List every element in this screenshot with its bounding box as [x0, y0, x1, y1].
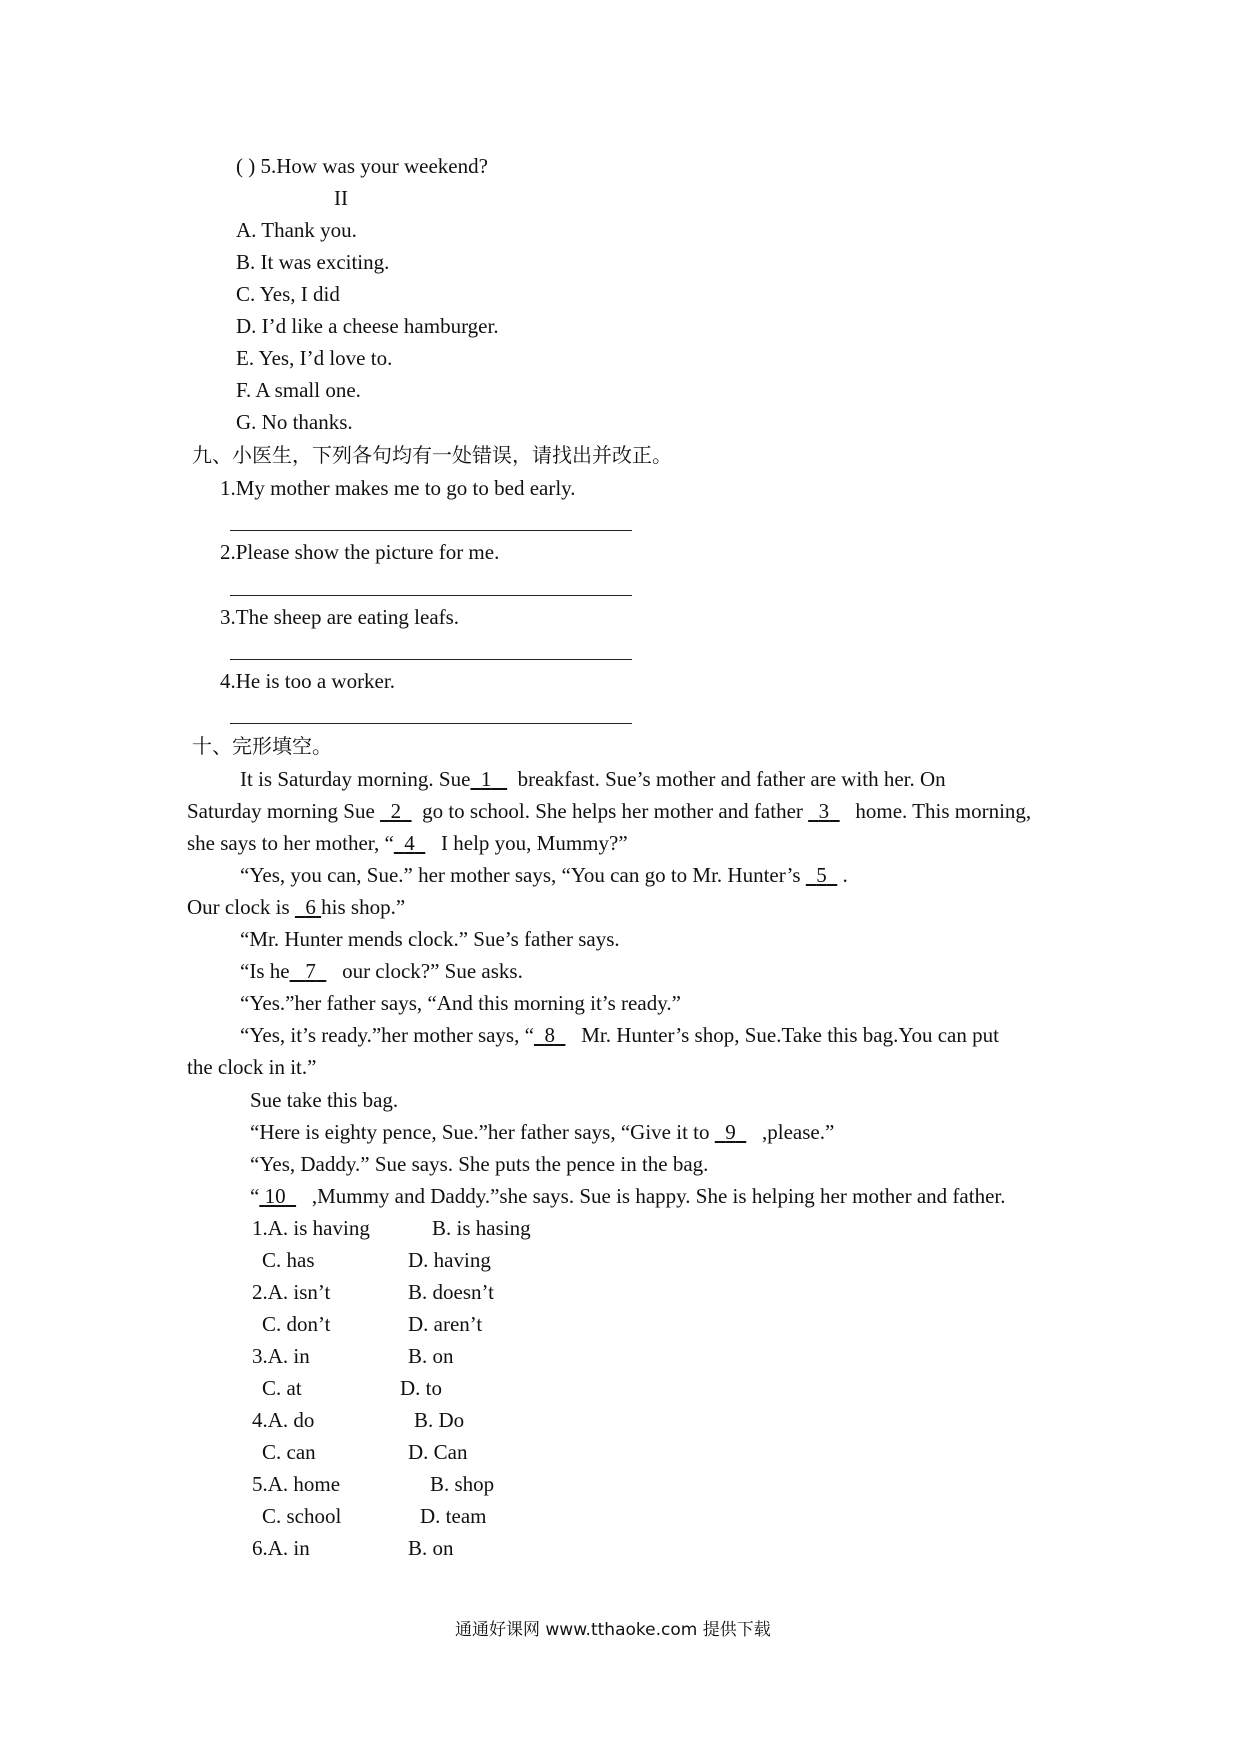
option-3b: B. on [408, 1344, 454, 1368]
blank-5[interactable] [806, 863, 838, 887]
blank-1[interactable] [470, 767, 507, 791]
passage-text: Saturday morning Sue [187, 799, 375, 823]
answer-option-f: F. A small one. [236, 378, 361, 402]
blank-10[interactable] [259, 1184, 296, 1208]
passage-line: “Mr. Hunter mends clock.” Sue’s father says. [240, 927, 620, 951]
answer-line-3[interactable] [230, 659, 632, 660]
passage-line: the clock in it.” [187, 1055, 317, 1079]
option-2a: 2.A. isn’t [252, 1280, 331, 1304]
q10-heading: 十、完形填空。 [192, 734, 332, 758]
passage-text: “Yes, you can, Sue.” her mother says, “You can go to Mr. Hunter’s [240, 863, 801, 887]
passage-text: she says to her mother, “ [187, 831, 394, 855]
blank-4[interactable] [394, 831, 426, 855]
option-1b: B. is hasing [432, 1216, 531, 1240]
passage-text: It is Saturday morning. Sue [240, 767, 471, 791]
blank-number: 8 [544, 1023, 555, 1047]
blank-number: 2 [390, 799, 402, 823]
passage-text: “ [250, 1184, 260, 1208]
passage-line [187, 893, 405, 921]
answer-line-4[interactable] [230, 723, 632, 724]
blank-number: 6 [305, 895, 316, 919]
passage-text: go to school. She helps her mother and father [422, 799, 803, 823]
passage-text: Our clock is [187, 895, 290, 919]
passage-line: “Yes.”her father says, “And this morning it’s ready.” [240, 991, 681, 1015]
q8-item5 [236, 152, 488, 180]
blank-number: 7 [305, 959, 316, 983]
answer-option-a: A. Thank you. [236, 218, 357, 242]
blank-number: 1 [480, 767, 492, 791]
passage-text: “Is he [240, 959, 290, 983]
blank-6[interactable] [295, 895, 321, 919]
passage-text: home. This morning, [855, 799, 1032, 823]
option-4a: 4.A. do [252, 1408, 315, 1432]
section-roman-numeral: II [334, 186, 348, 210]
passage-line [240, 861, 848, 889]
option-2b: B. doesn’t [408, 1280, 494, 1304]
blank-2[interactable] [380, 799, 412, 823]
q8-item5-text: 5.How was your weekend? [260, 154, 488, 178]
answer-line-2[interactable] [230, 595, 632, 596]
option-1c: C. has [262, 1248, 315, 1272]
option-4c: C. can [262, 1440, 316, 1464]
blank-8[interactable] [534, 1023, 566, 1047]
passage-line [250, 1182, 1005, 1210]
option-5a: 5.A. home [252, 1472, 341, 1496]
blank-7[interactable] [290, 959, 327, 983]
q9-item-1: 1.My mother makes me to go to bed early. [220, 476, 576, 500]
passage-line: “Yes, Daddy.” Sue says. She puts the pence in the bag. [250, 1152, 709, 1176]
answer-option-e: E. Yes, I’d love to. [236, 346, 393, 370]
answer-option-d: D. I’d like a cheese hamburger. [236, 314, 499, 338]
blank-3[interactable] [808, 799, 840, 823]
blank-number: 10 [264, 1184, 286, 1208]
option-4b: B. Do [414, 1408, 465, 1432]
passage-text: “Yes, it’s ready.”her mother says, “ [240, 1023, 534, 1047]
option-2c: C. don’t [262, 1312, 331, 1336]
q9-heading: 九、小医生，下列各句均有一处错误，请找出并改正。 [192, 443, 672, 467]
page-footer: 通通好课网 www.tthaoke.com 提供下载 [455, 1620, 771, 1640]
answer-option-g: G. No thanks. [236, 410, 353, 434]
passage-text: ,please.” [762, 1120, 835, 1144]
passage-line [187, 797, 1031, 825]
answer-paren: ( ) [236, 154, 256, 178]
option-5d: D. team [420, 1504, 487, 1528]
blank-number: 4 [404, 831, 415, 855]
passage-line: Sue take this bag. [250, 1088, 399, 1112]
answer-line-1[interactable] [230, 530, 632, 531]
answer-option-b: B. It was exciting. [236, 250, 390, 274]
q9-item-3: 3.The sheep are eating leafs. [220, 605, 460, 629]
passage-text: “Here is eighty pence, Sue.”her father says, “Give it to [250, 1120, 710, 1144]
passage-text: I help you, Mummy?” [441, 831, 628, 855]
passage-line [250, 1118, 834, 1146]
passage-line [187, 829, 628, 857]
passage-text: his shop.” [321, 895, 406, 919]
passage-text: our clock?” Sue asks. [342, 959, 523, 983]
passage-text: Mr. Hunter’s shop, Sue.Take this bag.You can put [581, 1023, 999, 1047]
option-3d: D. to [400, 1376, 442, 1400]
blank-number: 9 [725, 1120, 736, 1144]
option-1d: D. having [408, 1248, 491, 1272]
option-5c: C. school [262, 1504, 342, 1528]
option-6b: B. on [408, 1536, 454, 1560]
passage-line [240, 957, 523, 985]
option-4d: D. Can [408, 1440, 468, 1464]
blank-number: 5 [816, 863, 827, 887]
q9-item-4: 4.He is too a worker. [220, 669, 395, 693]
blank-number: 3 [818, 799, 830, 823]
passage-line [240, 765, 946, 793]
answer-option-c: C. Yes, I did [236, 282, 340, 306]
option-3a: 3.A. in [252, 1344, 310, 1368]
q9-item-2: 2.Please show the picture for me. [220, 540, 500, 564]
option-2d: D. aren’t [408, 1312, 483, 1336]
option-1a: 1.A. is having [252, 1216, 370, 1240]
passage-text: ,Mummy and Daddy.”she says. Sue is happy. She is helping her mother and father. [311, 1184, 1006, 1208]
blank-9[interactable] [715, 1120, 747, 1144]
option-5b: B. shop [430, 1472, 495, 1496]
option-6a: 6.A. in [252, 1536, 310, 1560]
passage-line [240, 1021, 999, 1049]
passage-text: . [842, 863, 848, 887]
passage-text: breakfast. Sue’s mother and father are with her. On [517, 767, 946, 791]
option-3c: C. at [262, 1376, 302, 1400]
